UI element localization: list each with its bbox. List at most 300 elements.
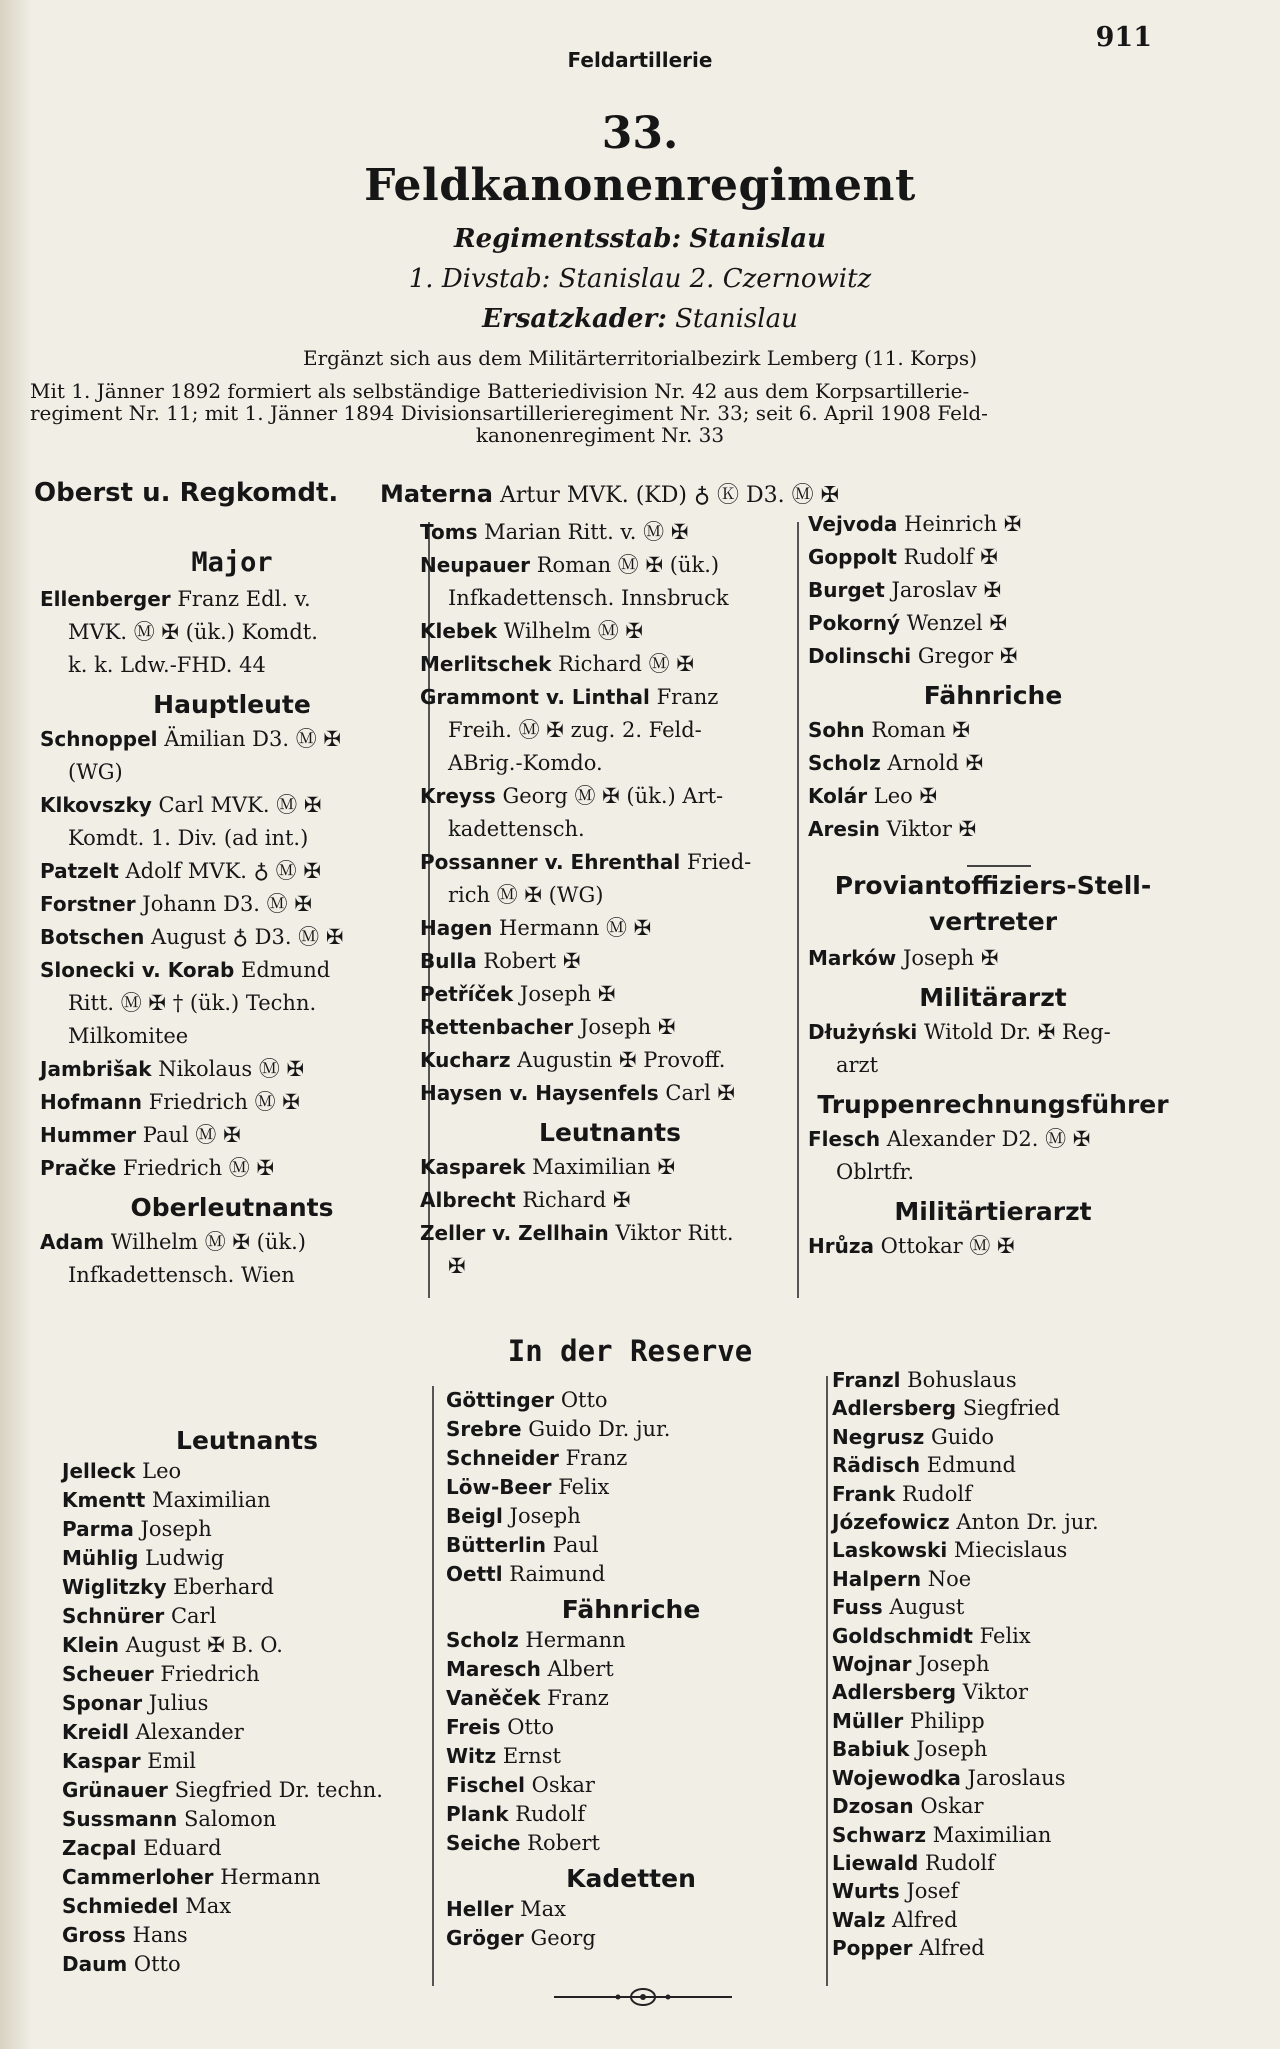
given-name-details: Joseph ✠ xyxy=(579,1015,676,1039)
oberst-details: Artur MVK. (KD) ♁ Ⓚ D3. Ⓜ ✠ xyxy=(499,483,840,508)
continuation-line: Infkadettensch. Innsbruck xyxy=(448,586,729,610)
surname: Beigl xyxy=(446,1504,503,1528)
list-item xyxy=(62,1457,432,1486)
list-item xyxy=(40,888,424,921)
list-item xyxy=(40,954,424,1053)
given-name-details: Otto xyxy=(133,1952,181,1976)
continuation-line: rich Ⓜ ✠ (WG) xyxy=(448,883,604,907)
given-name-details: Wenzel ✠ xyxy=(906,611,1008,635)
list-item xyxy=(40,855,424,888)
list-item xyxy=(62,1805,432,1834)
continuation-line: Ritt. Ⓜ ✠ † (ük.) Techn. xyxy=(68,991,317,1015)
list-item xyxy=(446,1502,816,1531)
given-name-details: Siegfried Dr. techn. xyxy=(174,1778,383,1802)
list-item xyxy=(832,1508,1212,1536)
list-item xyxy=(420,846,800,912)
surname: Scholz xyxy=(808,751,881,775)
given-name-details: Otto xyxy=(507,1715,555,1739)
given-name-details: Joseph ✠ xyxy=(902,946,999,970)
given-name-details: August ✠ B. O. xyxy=(125,1633,283,1657)
given-name-details: Gregor ✠ xyxy=(917,644,1018,668)
given-name-details: Eberhard xyxy=(173,1575,274,1599)
surname: Wojnar xyxy=(832,1652,912,1677)
given-name-details: Max xyxy=(185,1894,232,1918)
surname: Negrusz xyxy=(832,1424,925,1449)
regiment-title: Feldkanonenregiment xyxy=(364,160,916,211)
list-item xyxy=(832,1849,1212,1877)
given-name-details: Wilhelm Ⓜ ✠ (ük.) xyxy=(110,1230,306,1254)
given-name-details: Anton Dr. jur. xyxy=(956,1510,1099,1535)
column-rule-4 xyxy=(826,1376,828,1986)
surname: Müller xyxy=(832,1708,904,1733)
given-name-details: Paul xyxy=(552,1533,599,1557)
list-item xyxy=(832,1934,1212,1962)
given-name-details: Otto xyxy=(560,1388,608,1412)
list-item xyxy=(62,1602,432,1631)
given-name-details: Viktor xyxy=(962,1680,1029,1705)
surname: Botschen xyxy=(40,925,145,949)
list-item xyxy=(62,1486,432,1515)
list-item xyxy=(420,615,800,648)
list-item xyxy=(832,1536,1212,1564)
section-heading: Fähnriche xyxy=(561,1595,701,1624)
list-item xyxy=(420,1151,800,1184)
list-item xyxy=(62,1718,432,1747)
list-item xyxy=(40,1053,424,1086)
surname: Bütterlin xyxy=(446,1533,546,1557)
divstab-line: 1. Divstab: Stanislau 2. Czernowitz xyxy=(408,264,872,294)
continuation-line: ABrig.-Komdo. xyxy=(448,751,603,775)
section-heading: Kadetten xyxy=(566,1864,696,1893)
given-name-details: Albert xyxy=(547,1657,614,1681)
given-name-details: Robert ✠ xyxy=(483,949,581,973)
ersatzkader-line xyxy=(0,304,1280,334)
ersatz-label: Ersatzkader: xyxy=(482,304,667,334)
surname: Forstner xyxy=(40,892,136,916)
given-name-details: Robert xyxy=(527,1831,600,1855)
oberst-entry xyxy=(380,478,839,509)
given-name-details: Maximilian xyxy=(151,1488,271,1512)
list-item xyxy=(446,1895,816,1924)
given-name-details: Leo xyxy=(142,1459,182,1483)
surname: Schnürer xyxy=(62,1604,165,1628)
given-name-details: August xyxy=(889,1595,965,1620)
surname: Franzl xyxy=(832,1368,901,1392)
list-item xyxy=(420,1077,800,1110)
surname: Grünauer xyxy=(62,1778,168,1802)
list-item xyxy=(420,1044,800,1077)
continuation-line: Komdt. 1. Div. (ad int.) xyxy=(68,826,309,850)
surname: Wojewodka xyxy=(832,1765,961,1790)
surname: Flesch xyxy=(808,1127,881,1151)
given-name-details: Friedrich xyxy=(160,1662,260,1686)
surname: Wurts xyxy=(832,1879,900,1904)
given-name-details: Hermann Ⓜ ✠ xyxy=(499,916,652,940)
history-line-2: regiment Nr. 11; mit 1. Jänner 1894 Divisionsartillerieregiment Nr. 33; seit 6. April 1908 Feld- xyxy=(30,401,988,425)
surname: Dolinschi xyxy=(808,644,912,668)
surname: Hofmann xyxy=(40,1090,142,1114)
surname: Pokorný xyxy=(808,611,901,635)
list-item xyxy=(420,516,800,549)
surname: Klebek xyxy=(420,619,498,643)
surname: Klkovszky xyxy=(40,793,152,817)
given-name-details: Eduard xyxy=(143,1836,222,1860)
list-item xyxy=(832,1622,1212,1650)
surname: Neupauer xyxy=(420,553,531,577)
given-name-details: Ernst xyxy=(502,1744,561,1768)
reserve-column-3 xyxy=(832,1366,1212,1963)
surname: Pračke xyxy=(40,1156,117,1180)
oberst-surname: Materna xyxy=(380,480,493,508)
section-heading: Major xyxy=(191,547,273,578)
list-item xyxy=(420,1184,800,1217)
surname: Sohn xyxy=(808,718,865,742)
section-heading: Hauptleute xyxy=(153,690,311,719)
list-item xyxy=(832,1650,1212,1678)
surname: Parma xyxy=(62,1517,134,1541)
list-item xyxy=(808,942,1178,975)
surname: Freis xyxy=(446,1715,501,1739)
regiment-number: 33. xyxy=(601,108,679,159)
surname: Babiuk xyxy=(832,1737,910,1762)
list-item xyxy=(808,508,1178,541)
reserve-column-1 xyxy=(62,1420,432,1979)
given-name-details: Arnold ✠ xyxy=(887,751,984,775)
surname: Mühlig xyxy=(62,1546,139,1570)
surname: Rettenbacher xyxy=(420,1015,574,1039)
given-name-details: Joseph ✠ xyxy=(519,982,616,1006)
section-heading xyxy=(808,868,1178,940)
given-name-details: Salomon xyxy=(183,1807,277,1831)
surname: Burget xyxy=(808,578,885,602)
list-item xyxy=(420,648,800,681)
given-name-details: Rudolf xyxy=(925,1850,995,1875)
list-item xyxy=(62,1747,432,1776)
list-item xyxy=(62,1689,432,1718)
list-item xyxy=(446,1626,816,1655)
surname: Seiche xyxy=(446,1831,521,1855)
list-item xyxy=(832,1451,1212,1479)
list-item xyxy=(832,1394,1212,1422)
list-item xyxy=(420,912,800,945)
continuation-line: MVK. Ⓜ ✠ (ük.) Komdt. xyxy=(68,620,318,644)
given-name-details: Oskar xyxy=(920,1794,984,1819)
surname: Popper xyxy=(832,1936,913,1961)
surname: Daum xyxy=(62,1952,128,1976)
list-item xyxy=(808,1016,1178,1082)
surname: Marków xyxy=(808,946,897,970)
list-item xyxy=(40,723,424,789)
list-item xyxy=(446,1473,816,1502)
given-name-details: August ♁ D3. Ⓜ ✠ xyxy=(151,925,344,949)
given-name-details: Friedrich Ⓜ ✠ xyxy=(148,1090,300,1114)
section-heading: Oberleutnants xyxy=(130,1193,334,1222)
given-name-details: Hermann xyxy=(220,1865,321,1889)
continuation-line: k. k. Ldw.-FHD. 44 xyxy=(68,653,266,677)
surname: Petříček xyxy=(420,982,514,1006)
list-item xyxy=(832,1423,1212,1451)
list-item xyxy=(446,1531,816,1560)
surname: Kreidl xyxy=(62,1720,129,1744)
given-name-details: Fried- xyxy=(686,850,752,874)
given-name-details: Jaroslaus xyxy=(967,1765,1066,1790)
given-name-details: Siegfried xyxy=(962,1396,1061,1421)
surname: Gross xyxy=(62,1923,126,1947)
reserve-heading: In der Reserve xyxy=(507,1334,753,1368)
list-item xyxy=(832,1906,1212,1934)
given-name-details: Viktor ✠ xyxy=(886,817,977,841)
surname: Vejvoda xyxy=(808,512,898,536)
list-item xyxy=(40,921,424,954)
given-name-details: Emil xyxy=(147,1749,196,1773)
given-name-details: Roman ✠ xyxy=(871,718,970,742)
surname: Scheuer xyxy=(62,1662,154,1686)
given-name-details: Georg xyxy=(530,1926,596,1950)
surname: Löw-Beer xyxy=(446,1475,552,1499)
given-name-details: Felix xyxy=(558,1475,610,1499)
list-item xyxy=(420,681,800,780)
list-item xyxy=(446,1444,816,1473)
oberst-rank: Oberst u. Regkomdt. xyxy=(34,478,339,508)
given-name-details: Rudolf xyxy=(515,1802,586,1826)
list-item xyxy=(62,1544,432,1573)
surname: Plank xyxy=(446,1802,509,1826)
given-name-details: Richard Ⓜ ✠ xyxy=(558,652,694,676)
given-name-details: Witold Dr. ✠ Reg- xyxy=(923,1020,1111,1044)
given-name-details: Jaroslav ✠ xyxy=(891,578,1002,602)
surname: Zacpal xyxy=(62,1836,137,1860)
given-name-details: Guido Dr. jur. xyxy=(528,1417,671,1441)
list-item xyxy=(420,780,800,846)
given-name-details: Marian Ritt. v. Ⓜ ✠ xyxy=(484,520,689,544)
continuation-line: ✠ xyxy=(448,1254,466,1278)
section-heading: Leutnants xyxy=(539,1118,681,1147)
list-item xyxy=(40,583,424,682)
surname: Albrecht xyxy=(420,1188,516,1212)
surname: Scholz xyxy=(446,1628,519,1652)
heading-line: vertreter xyxy=(928,907,1058,936)
list-item xyxy=(446,1655,816,1684)
given-name-details: Franz Edl. v. xyxy=(177,587,311,611)
given-name-details: Joseph xyxy=(916,1737,988,1762)
list-item xyxy=(808,1123,1178,1189)
given-name-details: Bohuslaus xyxy=(907,1368,1017,1392)
surname: Kmentt xyxy=(62,1488,146,1512)
list-item xyxy=(446,1771,816,1800)
given-name-details: Alexander xyxy=(135,1720,244,1744)
list-item xyxy=(62,1863,432,1892)
surname: Laskowski xyxy=(832,1538,948,1563)
surname: Gröger xyxy=(446,1926,524,1950)
given-name-details: Richard ✠ xyxy=(522,1188,631,1212)
given-name-details: Viktor Ritt. xyxy=(615,1221,734,1245)
surname: Patzelt xyxy=(40,859,119,883)
surname: Witz xyxy=(446,1744,497,1768)
regimentsstab-line xyxy=(0,224,1280,254)
given-name-details: Rudolf ✠ xyxy=(903,545,998,569)
surname: Göttinger xyxy=(446,1388,555,1412)
surname: Cammerloher xyxy=(62,1865,214,1889)
list-item xyxy=(62,1834,432,1863)
given-name-details: Raimund xyxy=(509,1562,606,1586)
surname: Dzosan xyxy=(832,1794,914,1819)
given-name-details: Franz xyxy=(547,1686,609,1710)
list-item xyxy=(446,1800,816,1829)
surname: Rädisch xyxy=(832,1453,921,1478)
list-item xyxy=(40,1226,424,1292)
given-name-details: Ämilian D3. Ⓜ ✠ xyxy=(164,727,341,751)
end-ornament xyxy=(548,1986,738,2008)
continuation-line: kadettensch. xyxy=(448,817,585,841)
list-item xyxy=(40,1086,424,1119)
list-item xyxy=(808,574,1178,607)
list-item xyxy=(832,1764,1212,1792)
given-name-details: Alexander D2. Ⓜ ✠ xyxy=(886,1127,1091,1151)
list-item xyxy=(832,1735,1212,1763)
list-item xyxy=(832,1565,1212,1593)
surname: Jelleck xyxy=(62,1459,136,1483)
surname: Zeller v. Zellhain xyxy=(420,1221,609,1245)
list-item xyxy=(832,1678,1212,1706)
list-item xyxy=(420,945,800,978)
list-item xyxy=(832,1707,1212,1735)
list-item xyxy=(446,1829,816,1858)
continuation-line: arzt xyxy=(836,1053,879,1077)
surname: Liewald xyxy=(832,1850,919,1875)
column-2 xyxy=(420,516,800,1283)
stab-label: Regimentsstab: xyxy=(453,224,682,254)
given-name-details: Joseph xyxy=(140,1517,212,1541)
surname: Haysen v. Haysenfels xyxy=(420,1081,659,1105)
given-name-details: Miecislaus xyxy=(953,1538,1068,1563)
given-name-details: Augustin ✠ Provoff. xyxy=(517,1048,726,1072)
column-rule-3 xyxy=(432,1386,434,1986)
list-item xyxy=(62,1950,432,1979)
list-item xyxy=(40,1152,424,1185)
list-item xyxy=(62,1660,432,1689)
page-number: 911 xyxy=(1095,22,1152,53)
surname: Schmiedel xyxy=(62,1894,179,1918)
surname: Kolár xyxy=(808,784,868,808)
list-item xyxy=(62,1776,432,1805)
given-name-details: Roman Ⓜ ✠ (ük.) xyxy=(536,553,720,577)
given-name-details: Franz xyxy=(656,685,719,709)
surname: Fischel xyxy=(446,1773,525,1797)
list-item xyxy=(832,1821,1212,1849)
continuation-line: Milkomitee xyxy=(68,1024,189,1048)
list-item xyxy=(420,1217,800,1283)
reserve-column-2 xyxy=(446,1386,816,1953)
surname: Goppolt xyxy=(808,545,897,569)
given-name-details: Joseph xyxy=(918,1652,990,1677)
given-name-details: Carl xyxy=(170,1604,217,1628)
continuation-line: (WG) xyxy=(68,760,123,784)
surname: Fuss xyxy=(832,1595,883,1620)
given-name-details: Noe xyxy=(927,1566,972,1591)
given-name-details: Maximilian xyxy=(932,1822,1052,1847)
given-name-details: Leo ✠ xyxy=(873,784,938,808)
given-name-details: Wilhelm Ⓜ ✠ xyxy=(503,619,643,643)
section-heading: Fähnriche xyxy=(923,681,1063,710)
surname: Schwarz xyxy=(832,1822,926,1847)
surname: Grammont v. Linthal xyxy=(420,685,650,709)
column-1 xyxy=(40,540,424,1292)
surname: Hrůza xyxy=(808,1234,874,1258)
list-item xyxy=(62,1892,432,1921)
running-head: Feldartillerie xyxy=(567,48,713,72)
given-name-details: Johann D3. Ⓜ ✠ xyxy=(142,892,312,916)
list-item xyxy=(62,1515,432,1544)
list-item xyxy=(832,1792,1212,1820)
list-item xyxy=(446,1684,816,1713)
section-heading: Militärtierarzt xyxy=(894,1197,1092,1226)
given-name-details: Edmund xyxy=(241,958,331,982)
stab-place: Stanislau xyxy=(689,224,827,254)
surname: Vaněček xyxy=(446,1686,541,1710)
surname: Klein xyxy=(62,1633,120,1657)
surname: Walz xyxy=(832,1907,886,1932)
surname: Goldschmidt xyxy=(832,1623,973,1648)
history-paragraph xyxy=(30,380,1170,446)
surname: Merlitschek xyxy=(420,652,552,676)
ergaenzt-line: Ergänzt sich aus dem Militärterritorialbezirk Lemberg (11. Korps) xyxy=(302,346,977,370)
surname: Sponar xyxy=(62,1691,143,1715)
given-name-details: Hans xyxy=(132,1923,188,1947)
surname: Kreyss xyxy=(420,784,496,808)
list-item xyxy=(808,640,1178,673)
list-item xyxy=(446,1415,816,1444)
section-heading: Militärarzt xyxy=(919,983,1067,1012)
list-item xyxy=(420,978,800,1011)
given-name-details: Oskar xyxy=(531,1773,595,1797)
list-item xyxy=(62,1921,432,1950)
list-item xyxy=(62,1631,432,1660)
given-name-details: Julius xyxy=(148,1691,209,1715)
column-3 xyxy=(808,508,1178,1263)
list-item xyxy=(446,1386,816,1415)
list-item xyxy=(808,747,1178,780)
list-item xyxy=(832,1480,1212,1508)
surname: Józefowicz xyxy=(832,1510,950,1535)
list-item xyxy=(832,1593,1212,1621)
list-item xyxy=(420,1011,800,1044)
list-item xyxy=(808,541,1178,574)
list-item xyxy=(808,813,1178,846)
given-name-details: Philipp xyxy=(909,1708,985,1733)
list-item xyxy=(446,1560,816,1589)
surname: Wiglitzky xyxy=(62,1575,167,1599)
list-item xyxy=(420,549,800,615)
list-item xyxy=(446,1742,816,1771)
surname: Hagen xyxy=(420,916,493,940)
surname: Maresch xyxy=(446,1657,541,1681)
surname: Adam xyxy=(40,1230,105,1254)
surname: Ellenberger xyxy=(40,587,171,611)
surname: Toms xyxy=(420,520,478,544)
continuation-line: Oblrtfr. xyxy=(836,1160,915,1184)
surname: Schneider xyxy=(446,1446,559,1470)
given-name-details: Friedrich Ⓜ ✠ xyxy=(122,1156,275,1180)
surname: Schnoppel xyxy=(40,727,158,751)
list-item xyxy=(832,1877,1212,1905)
given-name-details: Ludwig xyxy=(145,1546,225,1570)
list-item xyxy=(446,1924,816,1953)
continuation-line: Infkadettensch. Wien xyxy=(68,1263,295,1287)
surname: Kaspar xyxy=(62,1749,141,1773)
given-name-details: Hermann xyxy=(525,1628,626,1652)
surname: Hummer xyxy=(40,1123,137,1147)
given-name-details: Carl ✠ xyxy=(665,1081,735,1105)
